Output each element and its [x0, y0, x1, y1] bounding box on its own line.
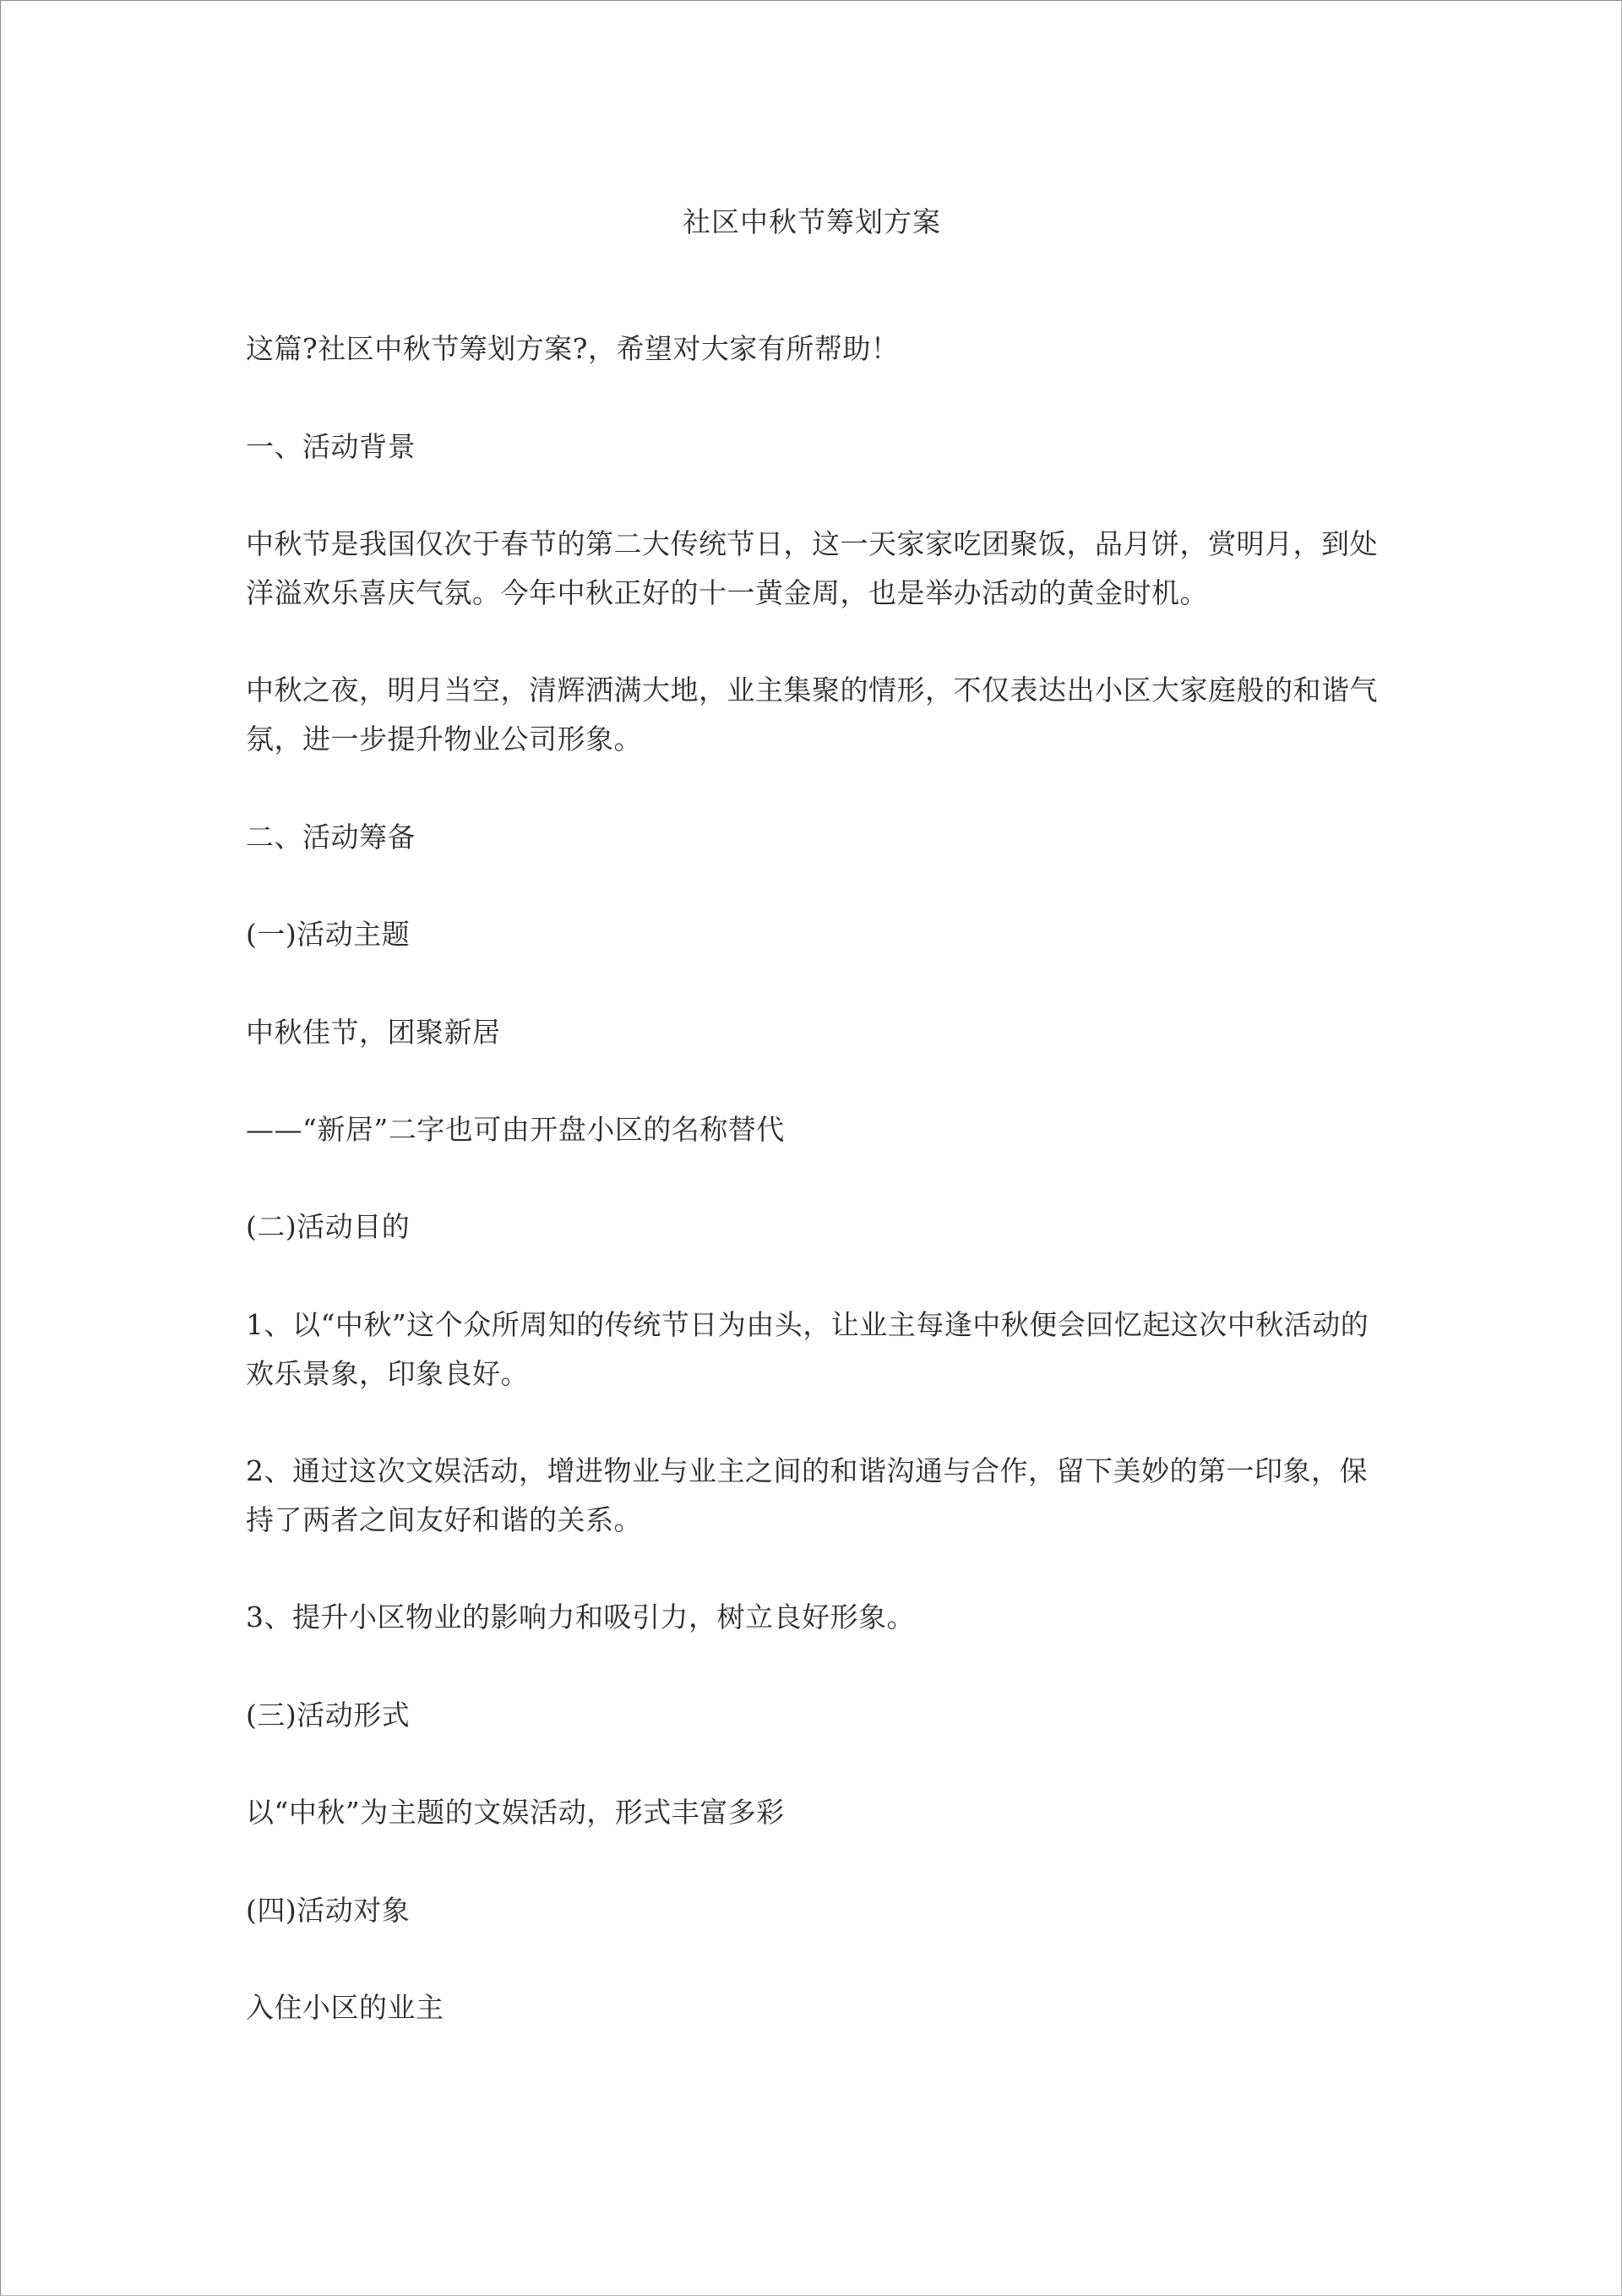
purpose-item-1 — [246, 1301, 1382, 1399]
purpose-item-3: 3、提升小区物业的影响力和吸引力，树立良好形象。 — [246, 1601, 915, 1633]
document-title: 社区中秋节筹划方案 — [683, 205, 941, 238]
purpose-item-2 — [246, 1447, 1382, 1545]
form-text: 以“中秋”为主题的文娱活动，形式丰富多彩 — [246, 1796, 785, 1829]
text-line: 欢乐景象，印象良好。 — [246, 1357, 529, 1390]
text-line: 洋溢欢乐喜庆气氛。今年中秋正好的十一黄金周，也是举办活动的黄金时机。 — [246, 576, 1208, 609]
section-heading-background: 一、活动背景 — [246, 430, 416, 463]
subheading-form: (三)活动形式 — [246, 1699, 411, 1732]
audience-text: 入住小区的业主 — [246, 1991, 444, 2024]
intro-paragraph: 这篇?社区中秋节筹划方案?，希望对大家有所帮助！ — [246, 332, 900, 365]
section-heading-preparation: 二、活动筹备 — [246, 821, 416, 854]
subheading-audience: (四)活动对象 — [246, 1894, 411, 1927]
text-line: 中秋之夜，明月当空，清辉洒满大地，业主集聚的情形，不仅表达出小区大家庭般的和谐气 — [246, 674, 1378, 706]
theme-text: 中秋佳节，团聚新居 — [246, 1016, 501, 1049]
theme-note: ——“新居”二字也可由开盘小区的名称替代 — [246, 1113, 785, 1146]
text-line: 1、以“中秋”这个众所周知的传统节日为由头，让业主每逢中秋便会回忆起这次中秋活动的 — [246, 1308, 1369, 1341]
text-line: 2、通过这次文娱活动，增进物业与业主之间的和谐沟通与合作，留下美妙的第一印象，保 — [246, 1454, 1368, 1487]
background-paragraph-2 — [246, 666, 1382, 764]
subheading-theme: (一)活动主题 — [246, 918, 411, 951]
text-line: 氛，进一步提升物业公司形象。 — [246, 723, 642, 755]
text-line: 中秋节是我国仅次于春节的第二大传统节日，这一天家家吃团聚饭，品月饼，赏明月，到处 — [246, 527, 1378, 560]
subheading-purpose: (二)活动目的 — [246, 1210, 411, 1243]
text-line: 持了两者之间友好和谐的关系。 — [246, 1503, 642, 1536]
background-paragraph-1 — [246, 520, 1382, 618]
